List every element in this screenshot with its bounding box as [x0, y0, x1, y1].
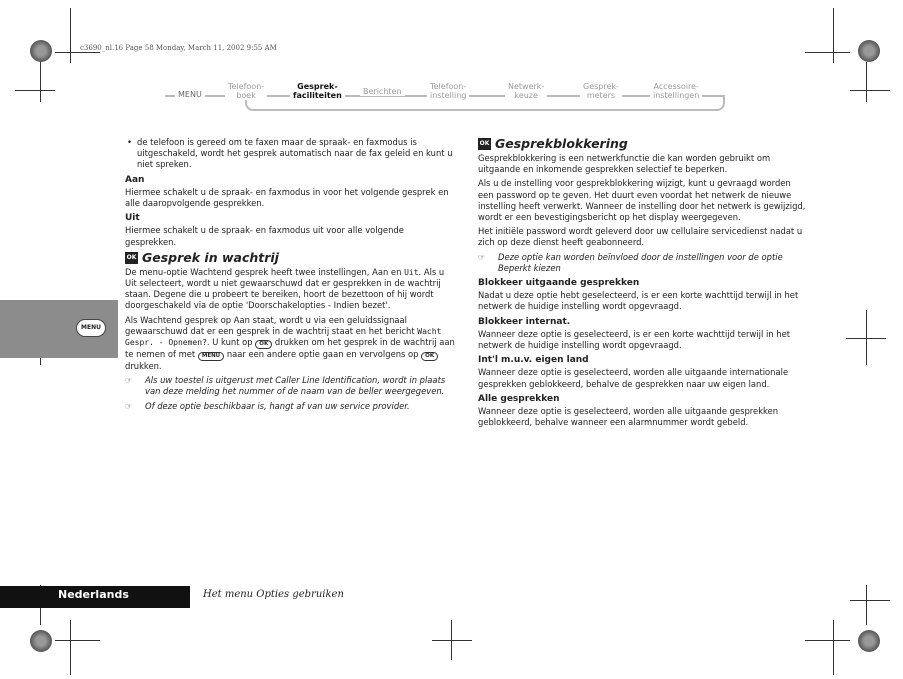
- footer-chapter-title: Het menu Opties gebruiken: [203, 589, 344, 600]
- nav-item-telefoonboek: Telefoon- boek: [225, 82, 267, 100]
- heading-blokkeer-internat: Blokkeer internat.: [478, 316, 571, 327]
- ok-key-icon: OK: [255, 340, 272, 349]
- registration-ball-top-right: [858, 40, 880, 62]
- menu-key-icon: MENU: [198, 352, 224, 361]
- paragraph-intl-eigen-land: Wanneer deze optie is geselecteerd, worden alle uitgaande internationale gesprekken geblokkeerd, behalve de gesprekken naar uw eigen land.: [478, 367, 789, 389]
- registration-ball-bottom-left: [30, 630, 52, 652]
- paragraph-block-1: Gesprekblokkering is een netwerkfunctie die kan worden gebruikt om uitgaande en inkomende gesprekken selectief te beperken.: [478, 153, 771, 175]
- menu-navigation: [165, 78, 765, 118]
- paragraph-wachtrij-2: Als Wachtend gesprek op Aan staat, wordt u via een geluidssignaal gewaarschuwd dat er een gesprek in de wachtrij staat en het bericht Wacht Gespr. - Opnemen?. U kunt op OK drukken om het gesprek in de wachtrij aan te nemen of met MENU naar een andere optie gaan en vervolgens op OK drukken.: [125, 314, 455, 372]
- section-title-gesprekblokkering: OK Gesprekblokkering: [479, 136, 628, 151]
- ok-key-icon: OK: [421, 352, 438, 361]
- note-caller-id: ☞ Als uw toestel is uitgerust met Caller Line Identification, wordt in plaats van deze melding het nummer of de naam van de beller weergegeven.: [125, 375, 446, 397]
- paragraph-block-2: Als u de instelling voor gesprekblokkering wijzigt, kunt u gevraagd worden een password op te geven. Het duurt even voordat het netwerk de nieuwe instelling heeft verwerkt. Wanneer de instelling door het netwerk is gewijzigd, wordt er een bevestigingsbericht op het display weergegeven.: [478, 178, 806, 223]
- paragraph-uit: Hiermee schakelt u de spraak- en faxmodus uit voor alle volgende gesprekken.: [125, 225, 404, 247]
- page-number: 58: [174, 588, 190, 601]
- paragraph-aan: Hiermee schakelt u de spraak- en faxmodus in voor het volgende gesprek en alle daaropvolgende gesprekken.: [125, 186, 449, 209]
- hand-note-icon: ☞: [125, 376, 133, 386]
- left-column: [125, 137, 455, 415]
- nav-item-berichten: Berichten: [360, 87, 405, 96]
- paragraph-alle-gesprekken: Wanneer deze optie is geselecteerd, worden alle uitgaande gesprekken geblokkeerd, behalve wanneer een alarmnummer wordt gebeld.: [478, 406, 779, 428]
- note-provider: ☞ Of deze optie beschikbaar is, hangt af van uw service provider.: [125, 400, 410, 411]
- section-title-wachtrij: OK Gesprek in wachtrij: [126, 249, 279, 265]
- nav-item-telefooninstelling: Telefoon- instelling: [427, 82, 469, 100]
- footer-language: Nederlands: [58, 588, 129, 601]
- nav-item-accessoireinstellingen: Accessoire- instellingen: [650, 82, 702, 100]
- nav-item-gesprekmeters: Gesprek- meters: [580, 82, 622, 100]
- hand-note-icon: ☞: [125, 401, 133, 411]
- nav-item-gesprekfaciliteiten: Gesprek- faciliteiten: [290, 82, 345, 100]
- heading-intl-eigen-land: Int'l m.u.v. eigen land: [478, 355, 589, 366]
- ok-key-icon: OK: [125, 252, 138, 264]
- heading-blokkeer-uitgaande: Blokkeer uitgaande gesprekken: [478, 278, 640, 289]
- right-column: [478, 137, 808, 431]
- heading-alle-gesprekken: Alle gesprekken: [478, 393, 560, 404]
- chapter-side-tab: [0, 300, 118, 358]
- nav-menu-label: MENU: [175, 90, 205, 99]
- paragraph-blokkeer-uitgaande: Nadat u deze optie hebt geselecteerd, is er een korte wachttijd terwijl in het netwerk de huidige instelling wordt opgevraagd.: [478, 290, 799, 312]
- paragraph-wachtrij-1: De menu-optie Wachtend gesprek heeft twee instellingen, Aan en Uit. Als u Uit selecteert, wordt u niet gewaarschuwd dat er gesprekken in de wachtrij staan. Degene die u probeert te bereiken, hoort de bezettoon of hij wordt doorgeschakeld via de optie 'Doorschakelopties - Indien bezet'.: [125, 266, 445, 311]
- paragraph-blokkeer-internat: Wanneer deze optie is geselecteerd, is er een korte wachttijd terwijl in het netwerk de huidige instelling wordt opgevraagd.: [478, 328, 791, 351]
- registration-ball-top-left: [30, 40, 52, 62]
- registration-ball-bottom-right: [858, 630, 880, 652]
- note-beperkt-kiezen: ☞ Deze optie kan worden beïnvloed door de instellingen voor de optie Beperkt kiezen: [478, 251, 783, 273]
- hand-note-icon: ☞: [478, 252, 486, 262]
- nav-item-netwerkkeuze: Netwerk- keuze: [505, 82, 547, 100]
- menu-key-icon: MENU: [76, 319, 106, 337]
- list-item: • de telefoon is gereed om te faxen maar de spraak- en faxmodus is uitgeschakeld, wordt het gesprek automatisch naar de fax geleid en kunt u niet spreken.: [125, 137, 455, 171]
- heading-uit: Uit: [125, 213, 140, 224]
- heading-aan: Aan: [125, 174, 145, 185]
- paragraph-block-3: Het initiële password wordt geleverd door uw cellulaire servicedienst nadat u zich op deze dienst heeft geabonneerd.: [478, 226, 803, 248]
- print-slug: c3690_nl.16 Page 58 Monday, March 11, 2002 9:55 AM: [80, 44, 277, 52]
- ok-key-icon: OK: [478, 138, 491, 150]
